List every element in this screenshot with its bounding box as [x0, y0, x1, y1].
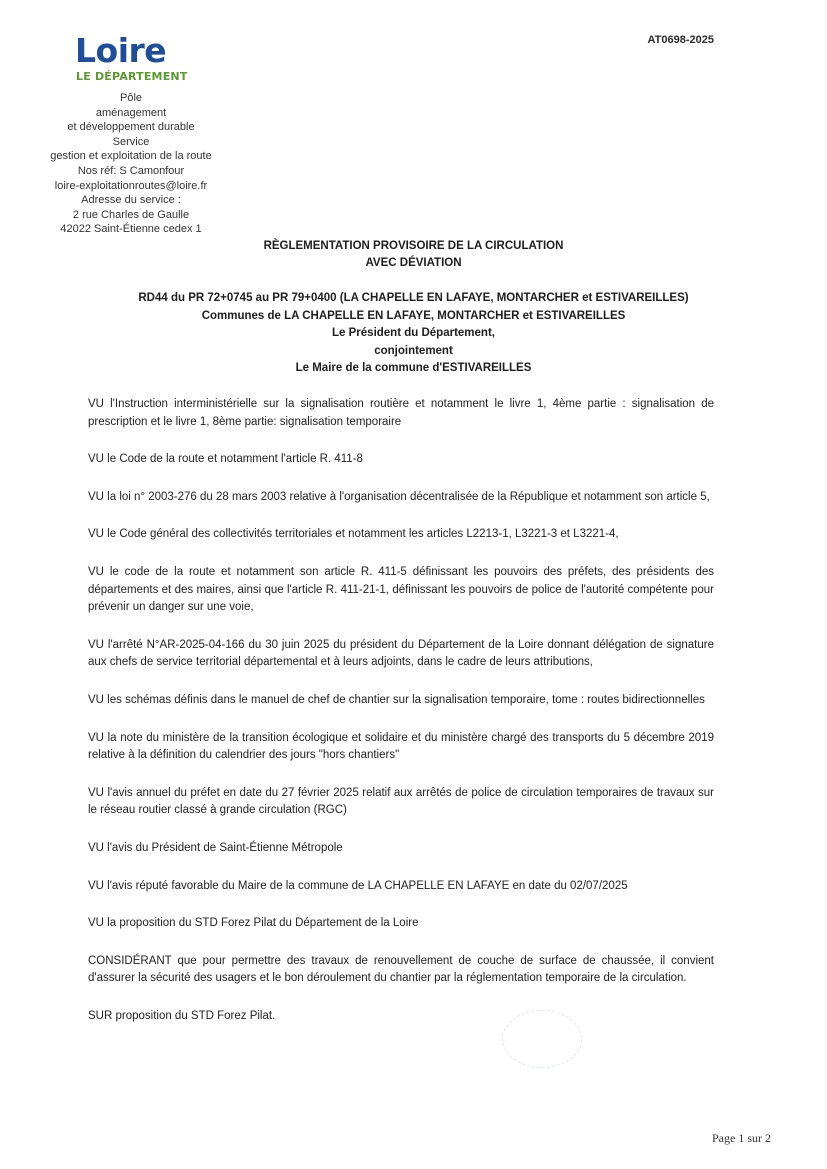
- title-line: AVEC DÉVIATION: [365, 257, 462, 269]
- service-line: 2 rue Charles de Gaulle: [72, 208, 190, 221]
- paragraph: VU la loi n° 2003-276 du 28 mars 2003 relative à l'organisation décentralisée de la République et notamment son article 5,: [88, 490, 710, 503]
- service-address-block: [40, 91, 222, 237]
- paragraph: VU l'Instruction interministérielle sur la signalisation routière et notamment le livre 1, 4ème partie : signalisation de prescription et le livre 1, 8ème partie: signalisation temporaire: [88, 398, 714, 428]
- paragraph: VU l'avis réputé favorable du Maire de la commune de LA CHAPELLE EN LAFAYE en date du 02/07/2025: [88, 879, 628, 892]
- document-title: [0, 238, 827, 272]
- service-line: aménagement: [95, 106, 167, 119]
- service-line: gestion et exploitation de la route: [50, 150, 212, 163]
- paragraph: VU l'arrêté N°AR-2025-04-166 du 30 juin 2025 du président du Département de la Loire donnant délégation de signature aux chefs de service territorial départemental et à leurs adjoints, dans le cadre de leurs attributions,: [88, 638, 714, 669]
- paragraph: VU la proposition du STD Forez Pilat du Département de la Loire: [88, 917, 419, 930]
- mayor-line: Le Maire de la commune d'ESTIVAREILLES: [295, 362, 532, 374]
- paragraph: VU la note du ministère de la transition écologique et solidaire et du ministère chargé des transports du 5 décembre 2019 relative à la définition du calendrier des jours "hors chantiers": [88, 731, 714, 762]
- document-body: [88, 396, 714, 1045]
- paragraph: VU l'avis annuel du préfet en date du 27 février 2025 relatif aux arrêtés de police de circulation temporaires de travaux sur le réseau routier classé à grande circulation (RGC): [88, 786, 714, 817]
- faint-stamp-mark: [502, 1010, 582, 1068]
- paragraph: VU l'avis du Président de Saint-Étienne Métropole: [88, 841, 343, 854]
- service-line: Pôle: [119, 92, 143, 104]
- document-reference: AT0698-2025: [647, 34, 714, 46]
- paragraph: VU les schémas définis dans le manuel de chef de chantier sur la signalisation temporaire, tome : routes bidirectionnelles: [88, 693, 705, 706]
- service-line: et développement durable: [67, 121, 195, 134]
- service-line: Nos réf: S Camonfour: [77, 164, 185, 177]
- title-line: RÈGLEMENTATION PROVISOIRE DE LA CIRCULATION: [263, 240, 564, 252]
- president-line: Le Président du Département,: [332, 327, 495, 339]
- service-line: 42022 Saint-Étienne cedex 1: [60, 223, 202, 236]
- paragraph: VU le code de la route et notamment son article R. 411-5 définissant les pouvoirs des préfets, des présidents des départements et des maires, ainsi que l'article R. 411-21-1, définissant les pouvoirs de police de l'autorité compétente pour prévenir un danger sur une voie,: [88, 565, 714, 614]
- paragraph: VU le Code de la route et notamment l'article R. 411-8: [88, 453, 363, 466]
- loire-logo-title: Loire: [75, 31, 167, 70]
- service-line: Adresse du service :: [81, 194, 181, 207]
- service-line: Service: [112, 135, 150, 148]
- service-email: loire-exploitationroutes@loire.fr: [54, 179, 208, 192]
- communes-line: Communes de LA CHAPELLE EN LAFAYE, MONTARCHER et ESTIVAREILLES: [201, 309, 626, 322]
- route-heading: [0, 290, 827, 378]
- paragraph: VU le Code général des collectivités territoriales et notamment les articles L2213-1, L3221-3 et L3221-4,: [88, 528, 619, 541]
- paragraph: SUR proposition du STD Forez Pilat.: [88, 1009, 276, 1022]
- loire-logo-subtitle: LE DÉPARTEMENT: [76, 70, 188, 83]
- route-line: RD44 du PR 72+0745 au PR 79+0400 (LA CHAPELLE EN LAFAYE, MONTARCHER et ESTIVAREILLES): [138, 292, 689, 304]
- page-number: Page 1 sur 2: [712, 1131, 771, 1145]
- paragraph: CONSIDÉRANT que pour permettre des travaux de renouvellement de couche de surface de chaussée, il convient d'assurer la sécurité des usagers et le bon déroulement du chantier par la réglementation temporaire de la circulation.: [88, 954, 714, 985]
- conjointement-line: conjointement: [374, 344, 453, 357]
